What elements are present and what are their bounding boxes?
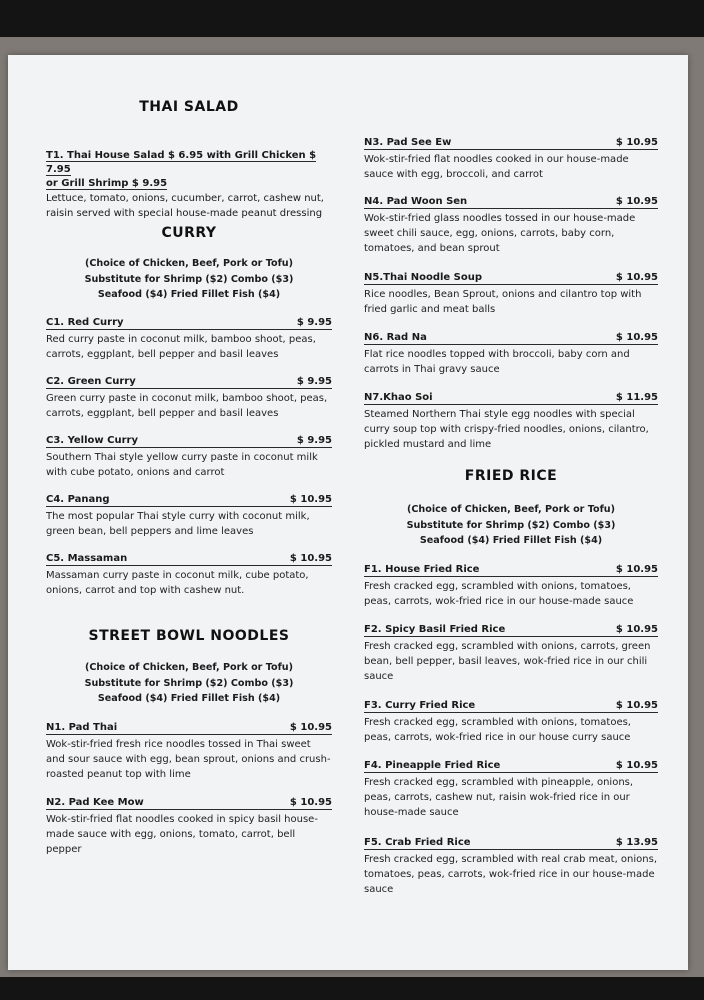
item-price: $ 10.95	[615, 564, 658, 575]
menu-item-n5	[364, 272, 658, 317]
item-description: Fresh cracked egg, scrambled with onions, tomatoes, peas, carrots, wok-fried rice in our house-made sauce	[364, 581, 634, 607]
t1-line2: or Grill Shrimp $ 9.95	[46, 178, 168, 189]
item-price: $ 10.95	[615, 196, 658, 207]
item-name: N2. Pad Kee Mow	[46, 797, 144, 808]
item-description: Steamed Northern Thai style egg noodles with special curry soup top with crispy-fried noodles, onions, cilantro, pickled mustard and lime	[364, 409, 649, 450]
item-price: $ 10.95	[615, 272, 658, 283]
item-name: F2. Spicy Basil Fried Rice	[364, 624, 506, 635]
item-description: Fresh cracked egg, scrambled with onions, carrots, green bean, bell pepper, basil leaves, wok-fried rice in our chili sauce	[364, 641, 651, 682]
item-name: C1. Red Curry	[46, 317, 124, 328]
item-description: Wok-stir-fried flat noodles cooked in spicy basil house-made sauce with egg, onions, tomato, carrot, bell pepper	[46, 814, 318, 855]
menu-item-n1	[46, 722, 332, 782]
item-price: $ 10.95	[289, 553, 332, 564]
item-description: Southern Thai style yellow curry paste in coconut milk with cube potato, onions and carrot	[46, 452, 318, 478]
item-description: Rice noodles, Bean Sprout, onions and cilantro top with fried garlic and meat balls	[364, 289, 642, 315]
menu-item-n4	[364, 196, 658, 256]
menu-item-f3	[364, 700, 658, 745]
fried-rice-choice-note	[364, 502, 658, 549]
curry-choice-line1: (Choice of Chicken, Beef, Pork or Tofu)	[84, 258, 293, 269]
street-bowl-title: STREET BOWL NOODLES	[88, 628, 290, 644]
menu-item-c4	[46, 494, 332, 539]
menu-item-n7	[364, 392, 658, 452]
item-name: C5. Massaman	[46, 553, 128, 564]
t1-description: Lettuce, tomato, onions, cucumber, carrot, cashew nut, raisin served with special house-made peanut dressing	[46, 193, 324, 219]
item-price: $ 10.95	[615, 137, 658, 148]
item-name: F5. Crab Fried Rice	[364, 837, 471, 848]
fried-rice-title: FRIED RICE	[464, 468, 558, 484]
item-price: $ 10.95	[289, 494, 332, 505]
menu-item-c2	[46, 376, 332, 421]
item-name: C4. Panang	[46, 494, 110, 505]
item-price: $ 10.95	[615, 332, 658, 343]
curry-choice-line2: Substitute for Shrimp ($2) Combo ($3)	[84, 273, 294, 285]
item-name: N6. Rad Na	[364, 332, 427, 343]
fried-rice-choice-line2: Substitute for Shrimp ($2) Combo ($3)	[406, 519, 616, 531]
item-price: $ 10.95	[289, 797, 332, 808]
menu-item-f5	[364, 837, 658, 897]
street-bowl-choice-note	[46, 660, 332, 707]
item-name: N5.Thai Noodle Soup	[364, 272, 483, 283]
item-description: Wok-stir-fried flat noodles cooked in our house-made sauce with egg, broccoli, and carrot	[364, 154, 629, 180]
item-description: Fresh cracked egg, scrambled with real crab meat, onions, tomatoes, peas, carrots, wok-fried rice in our house-made sauce	[364, 854, 658, 895]
item-name: C3. Yellow Curry	[46, 435, 138, 446]
menu-item-f4	[364, 760, 658, 820]
item-name: C2. Green Curry	[46, 376, 136, 387]
item-price: $ 9.95	[296, 435, 332, 446]
menu-item-n3	[364, 137, 658, 182]
street-bowl-choice-line3: Seafood ($4) Fried Fillet Fish ($4)	[97, 693, 281, 704]
item-description: Wok-stir-fried fresh rice noodles tossed in Thai sweet and sour sauce with egg, bean sprout, onions and crush-roasted peanut top with lime	[46, 739, 331, 780]
menu-item-f2	[364, 624, 658, 684]
item-description: Flat rice noodles topped with broccoli, baby corn and carrots in Thai gravy sauce	[364, 349, 630, 375]
item-description: Green curry paste in coconut milk, bamboo shoot, peas, carrots, eggplant, bell pepper and basil leaves	[46, 393, 328, 419]
t1-line1: T1. Thai House Salad $ 6.95 with Grill Chicken $ 7.95	[46, 150, 317, 175]
menu-item-c1	[46, 317, 332, 362]
item-price: $ 10.95	[615, 700, 658, 711]
street-bowl-choice-line2: Substitute for Shrimp ($2) Combo ($3)	[84, 677, 294, 689]
fried-rice-choice-line3: Seafood ($4) Fried Fillet Fish ($4)	[419, 535, 603, 546]
menu-item-t1	[46, 149, 332, 221]
curry-choice-line3: Seafood ($4) Fried Fillet Fish ($4)	[97, 289, 281, 300]
item-description: Fresh cracked egg, scrambled with onions, tomatoes, peas, carrots, wok-fried rice in our house curry sauce	[364, 717, 631, 743]
item-name: N1. Pad Thai	[46, 722, 118, 733]
street-bowl-choice-line1: (Choice of Chicken, Beef, Pork or Tofu)	[84, 662, 293, 673]
menu-item-c5	[46, 553, 332, 598]
fried-rice-choice-line1: (Choice of Chicken, Beef, Pork or Tofu)	[406, 504, 615, 515]
item-description: Wok-stir-fried glass noodles tossed in our house-made sweet chili sauce, egg, onions, carrots, baby corn, tomatoes, and bean sprout	[364, 213, 636, 254]
item-description: Massaman curry paste in coconut milk, cube potato, onions, carrot and top with cashew nut.	[46, 570, 309, 596]
menu-item-f1	[364, 564, 658, 609]
item-description: The most popular Thai style curry with coconut milk, green bean, bell peppers and lime leaves	[46, 511, 310, 537]
item-price: $ 13.95	[615, 837, 658, 848]
item-name: N4. Pad Woon Sen	[364, 196, 468, 207]
menu-item-n6	[364, 332, 658, 377]
item-description: Fresh cracked egg, scrambled with pineapple, onions, peas, carrots, cashew nut, raisin wok-fried rice in our house-made sauce	[364, 777, 634, 818]
item-price: $ 10.95	[615, 760, 658, 771]
item-price: $ 9.95	[296, 376, 332, 387]
item-description: Red curry paste in coconut milk, bamboo shoot, peas, carrots, eggplant, bell pepper and basil leaves	[46, 334, 316, 360]
item-name: F3. Curry Fried Rice	[364, 700, 476, 711]
menu-item-c3	[46, 435, 332, 480]
item-price: $ 9.95	[296, 317, 332, 328]
curry-choice-note	[46, 256, 332, 303]
item-price: $ 10.95	[615, 624, 658, 635]
item-name: N7.Khao Soi	[364, 392, 433, 403]
curry-title: CURRY	[161, 225, 217, 241]
thai-salad-title: THAI SALAD	[139, 99, 239, 115]
menu-item-n2	[46, 797, 332, 857]
menu-page	[8, 55, 688, 970]
item-price: $ 10.95	[289, 722, 332, 733]
item-price: $ 11.95	[615, 392, 658, 403]
item-name: N3. Pad See Ew	[364, 137, 452, 148]
item-name: F4. Pineapple Fried Rice	[364, 760, 501, 771]
item-name: F1. House Fried Rice	[364, 564, 480, 575]
